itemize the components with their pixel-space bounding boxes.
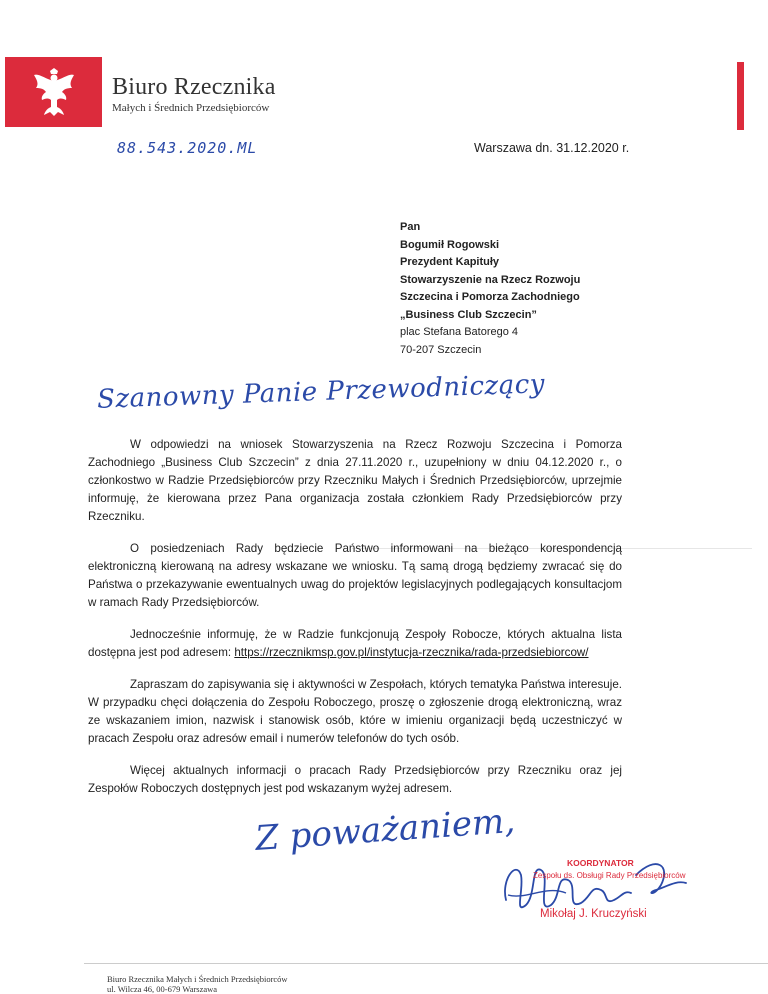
org-name: Biuro Rzecznika — [112, 74, 276, 100]
stamp-subtitle: Zespołu ds. Obsługi Rady Przedsiębiorców — [533, 871, 686, 880]
logo-emblem-box — [5, 57, 102, 127]
letter-body — [88, 436, 622, 812]
stamp-title: KOORDYNATOR — [567, 858, 634, 868]
paragraph-2: O posiedzeniach Rady będziecie Państwo informowani na bieżąco korespondencją elektroniczną kierowaną na adresy wskazane we wniosku. Tą samą drogą będziemy zwracać się do Państwa o przekazywanie ewentualnych uwag do projektów legislacyjnych podlegających konsultacjom w ramach Rady Przedsiębiorców. — [88, 542, 622, 609]
accent-bar — [737, 62, 744, 130]
council-link[interactable]: https://rzecznikmsp.gov.pl/instytucja-rzecznika/rada-przedsiebiorcow/ — [234, 646, 589, 659]
paragraph-3 — [88, 626, 622, 662]
org-subtitle: Małych i Średnich Przedsiębiorców — [112, 102, 270, 114]
reference-number: 88.543.2020.ML — [117, 139, 258, 157]
footer-divider — [84, 963, 768, 964]
addressee-position: Prezydent Kapituły — [400, 256, 500, 268]
addressee-org-line1: Stowarzyszenie na Rzecz Rozwoju — [400, 273, 581, 286]
stamp-name: Mikołaj J. Kruczyński — [540, 908, 647, 920]
paragraph-3-text: Jednocześnie informuję, że w Radzie funkcjonują Zespoły Robocze, których aktualna lista dostępna jest pod adresem: — [88, 628, 622, 659]
addressee-title: Pan — [400, 221, 421, 233]
paragraph-5: Więcej aktualnych informacji o pracach Rady Przedsiębiorców przy Rzeczniku oraz jej Zespołów Roboczych dostępnych jest pod wskazanym wyżej adresem. — [88, 764, 622, 795]
addressee-block — [400, 219, 580, 359]
eagle-icon — [33, 67, 75, 117]
footer-address: ul. Wilcza 46, 00-679 Warszawa — [107, 984, 218, 994]
addressee-city: 70-207 Szczecin — [400, 343, 482, 356]
handwritten-closing: Z poważaniem, — [253, 800, 517, 860]
paragraph-1: W odpowiedzi na wniosek Stowarzyszenia na Rzecz Rozwoju Szczecina i Pomorza Zachodniego „Business Club Szczecin” z dnia 27.11.2020 r., uzupełniony w dniu 04.12.2020 r., o członkostwo w Radzie Przedsiębiorców przy Rzeczniku Małych i Średnich Przedsiębiorców, uprzejmie informuję, że kierowana przez Pana organizacja została członkiem Rady Przedsiębiorców przy Rzeczniku. — [88, 438, 622, 523]
addressee-org-line3: „Business Club Szczecin” — [400, 308, 537, 321]
footer-org-name: Biuro Rzecznika Małych i Średnich Przedsiębiorców — [107, 974, 288, 984]
paragraph-4: Zapraszam do zapisywania się i aktywności w Zespołach, których tematyka Państwa interesuje. W przypadku chęci dołączenia do Zespołu Roboczego, proszę o zgłoszenie drogą elektroniczną, wraz ze wskazaniem imion, nazwisk i stanowisk osób, które w imieniu organizacji będą uczestniczyć w pracach Zespołu oraz adresów email i numerów telefonów do tych osób. — [88, 678, 622, 745]
addressee-name: Bogumił Rogowski — [400, 238, 499, 251]
addressee-street: plac Stefana Batorego 4 — [400, 326, 519, 338]
date-line: Warszawa dn. 31.12.2020 r. — [474, 141, 630, 155]
addressee-org-line2: Szczecina i Pomorza Zachodniego — [400, 291, 580, 303]
handwritten-greeting: Szanowny Panie Przewodniczący — [96, 369, 546, 415]
